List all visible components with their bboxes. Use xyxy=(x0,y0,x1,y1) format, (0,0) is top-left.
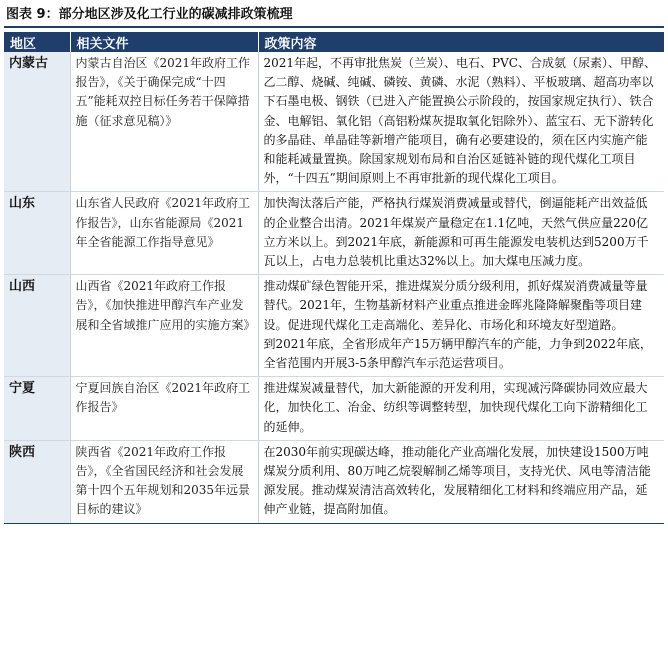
table-header-row xyxy=(4,32,664,52)
policy-cell: 推进煤炭减量替代，加大新能源的开发利用，实现减污降碳协同效应最大化，加快化工、冶金、纺织等调整转型，加快现代煤化工向下游精细化工的延伸。 xyxy=(258,377,664,441)
region-cell: 陕西 xyxy=(4,440,70,523)
header-region: 地区 xyxy=(4,32,70,52)
region-cell: 内蒙古 xyxy=(4,52,70,192)
region-cell: 山西 xyxy=(4,275,70,377)
region-cell: 山东 xyxy=(4,192,70,275)
policy-cell: 在2030年前实现碳达峰，推动能化产业高端化发展，加快建设1500万吨煤炭分质利用、80万吨乙烷裂解制乙烯等项目，支持光伏、风电等清洁能源发展。推动煤炭清洁高效转化，发展精细化工材料和终端应用产品，延伸产业链，提高附加值。 xyxy=(258,440,664,523)
figure-title: 图表 9：部分地区涉及化工行业的碳减排政策梳理 xyxy=(4,4,664,28)
docs-cell: 宁夏回族自治区《2021年政府工作报告》 xyxy=(70,377,258,441)
policy-cell: 2021年起，不再审批焦炭（兰炭）、电石、PVC、合成氨（尿素）、甲醇、乙二醇、烧碱、纯碱、磷铵、黄磷、水泥（熟料）、平板玻璃、超高功率以下石墨电极、钢铁（已进入产能置换公示阶段的，按国家规定执行）、铁合金、电解铝、氧化铝（高铝粉煤灰提取氧化铝除外）、蓝宝石、无下游转化的多晶硅、单晶硅等新增产能项目，确有必要建设的，须在区内实施产能和能耗减量置换。除国家规划布局和自治区延链补链的现代煤化工项目外，“十四五”期间原则上不再审批新的现代煤化工项目。 xyxy=(258,52,664,192)
table-row xyxy=(4,275,664,377)
policy-cell: 加快淘汰落后产能，严格执行煤炭消费减量或替代，倒逼能耗产出效益低的企业整合出清。2021年煤炭产量稳定在1.1亿吨，天然气供应量220亿立方米以上。到2021年底，新能源和可再生能源发电装机达到5200万千瓦以上，占电力总装机比重达32%以上。加大煤电压减力度。 xyxy=(258,192,664,275)
table-row xyxy=(4,440,664,523)
table-row xyxy=(4,52,664,192)
policy-paragraph: 到2021年底，全省形成年产15万辆甲醇汽车的产能，力争到2022年底，全省范围内开展3-5条甲醇汽车示范运营项目。 xyxy=(263,336,652,371)
docs-cell: 山西省《2021年政府工作报告》，《加快推进甲醇汽车产业发展和全省域推广应用的实施方案》 xyxy=(70,275,258,377)
docs-cell: 山东省人民政府《2021年政府工作报告》，山东省能源局《2021年全省能源工作指导意见》 xyxy=(70,192,258,275)
policy-table xyxy=(4,32,664,524)
docs-cell: 陕西省《2021年政府工作报告》，《全省国民经济和社会发展第十四个五年规划和2035年远景目标的建议》 xyxy=(70,440,258,523)
header-policy: 政策内容 xyxy=(258,32,664,52)
docs-cell: 内蒙古自治区《2021年政府工作报告》，《关于确保完成“十四五”能耗双控目标任务若干保障措施（征求意见稿）》 xyxy=(70,52,258,192)
table-row xyxy=(4,377,664,441)
header-docs: 相关文件 xyxy=(70,32,258,52)
region-cell: 宁夏 xyxy=(4,377,70,441)
policy-cell xyxy=(258,275,664,377)
table-row xyxy=(4,192,664,275)
policy-paragraph: 推动煤矿绿色智能开采，推进煤炭分质分级利用，抓好煤炭消费减量等量替代。2021年，生物基新材料产业重点推进金晖兆隆降解聚酯等项目建设。促进现代煤化工走高端化、差异化、市场化和环境友好型道路。 xyxy=(263,279,648,332)
